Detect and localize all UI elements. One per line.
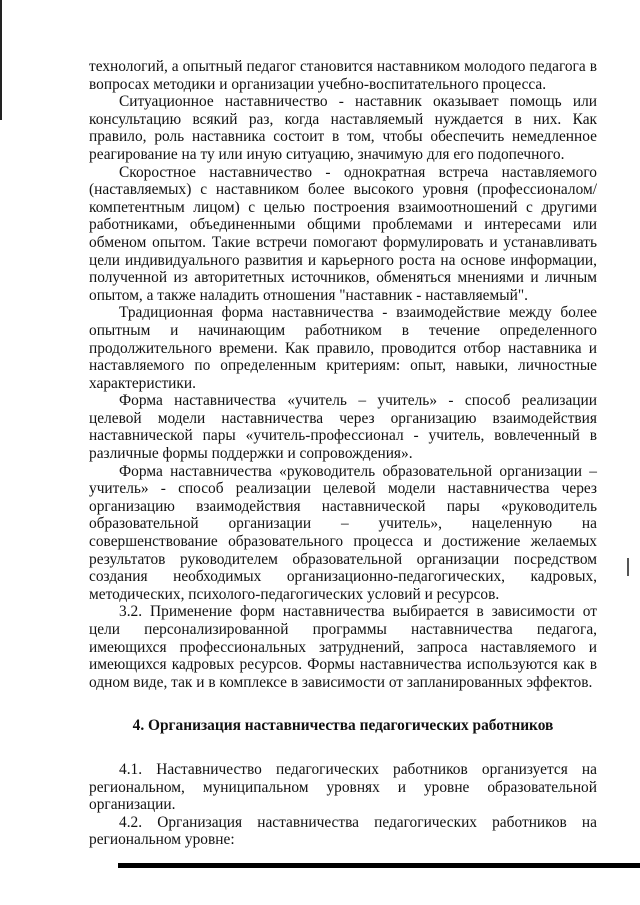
paragraph-continuation: технологий, а опытный педагог становится наставником молодого педагога в вопросах методики и организации учебно-воспитательного процесса. xyxy=(89,58,597,93)
scan-margin-mark xyxy=(627,558,629,576)
paragraph-3-2: 3.2. Применение форм наставничества выбирается в зависимости от цели персонализированной программы наставничества педагога, имеющихся профессиональных затруднений, запроса наставляемого и имеющихся кадровых ресурсов. Формы наставничества используются как в одном виде, так и в комплексе в зависимости от запланированных эффектов. xyxy=(89,603,597,691)
paragraph-teacher-teacher: Форма наставничества «учитель – учитель» - способ реализации целевой модели наставничества через организацию взаимодействия наставнической пары «учитель-профессионал - учитель, вовлеченный в различные формы поддержки и сопровождения». xyxy=(89,392,597,463)
paragraph-speed-mentoring: Скоростное наставничество - однократная встреча наставляемого (наставляемых) с наставником более высокого уровня (профессионалом/компетентным лицом) с целью построения взаимоотношений с другими работниками, объединенными общими проблемами и интересами или обменом опытом. Такие встречи помогают формулировать и устанавливать цели индивидуального развития и карьерного роста на основе информации, полученной из авторитетных источников, обменяться мнениями и личным опытом, а также наладить отношения "наставник - наставляемый". xyxy=(89,163,597,304)
paragraph-4-2: 4.2. Организация наставничества педагогических работников на региональном уровне: xyxy=(89,813,597,849)
paragraph-4-1: 4.1. Наставничество педагогических работников организуется на региональном, муниципальном уровнях и уровне образовательной организации. xyxy=(89,760,597,814)
paragraph-traditional-mentoring: Традиционная форма наставничества - взаимодействие между более опытным и начинающим работником в течение определенного продолжительного времени. Как правило, проводится отбор наставника и наставляемого по определенным критериям: опыт, навыки, личностные характеристики. xyxy=(89,304,597,392)
scan-bottom-rule xyxy=(118,863,640,868)
scan-edge-mark xyxy=(0,0,2,120)
paragraph-situational-mentoring: Ситуационное наставничество - наставник оказывает помощь или консультацию всякий раз, когда наставляемый нуждается в них. Как правило, роль наставника состоит в том, чтобы обеспечить немедленное реагирование на ту или иную ситуацию, значимую для его подопечного. xyxy=(89,93,597,163)
document-body xyxy=(89,58,597,849)
section-heading: 4. Организация наставничества педагогических работников xyxy=(132,717,554,735)
paragraph-head-teacher: Форма наставничества «руководитель образовательной организации – учитель» - способ реализации целевой модели наставничества через организацию взаимодействия наставнической пары «руководитель образовательной организации – учитель», нацеленную на совершенствование образовательного процесса и достижение желаемых результатов руководителем образовательной организации посредством создания необходимых организационно-педагогических, кадровых, методических, психолого-педагогических условий и ресурсов. xyxy=(89,462,597,603)
